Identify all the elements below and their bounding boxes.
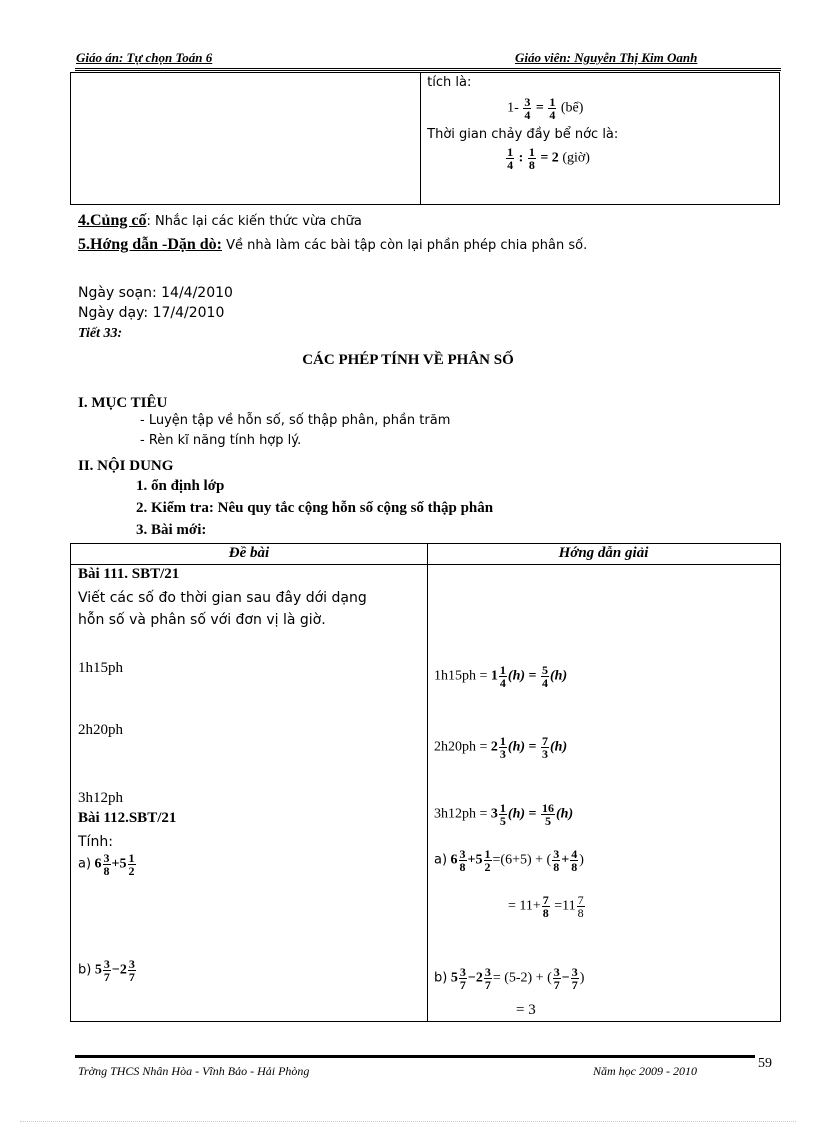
muc-tieu-item-2: - Rèn kĩ năng tính hợp lý. [140, 433, 302, 448]
top-box-right [421, 73, 780, 205]
calc1-prefix: 1- [507, 100, 519, 116]
solution-b-line1: b) 5 $\frac{3}{7}$ −2 $\frac{3}{7}$ = (5-2) + ( $\frac{3}{7}$ − $\frac{3}{7}$ ) [434, 965, 585, 992]
qb-expression: b) 5 $\frac{3}{7}$ −2 $\frac{3}{7}$ [78, 957, 135, 984]
table-divider [427, 544, 428, 1021]
ngay-soan: Ngày soạn: 14/4/2010 [78, 285, 233, 301]
ngay-day: Ngày dạy: 17/4/2010 [78, 305, 225, 321]
calc2-unit: (giờ) [562, 150, 590, 166]
noi-dung-item-2: 2. Kiểm tra: Nêu quy tắc cộng hỗn số cộng số thập phân [136, 500, 494, 516]
solution-b-result: = 3 [516, 1002, 536, 1018]
table-header-rule [71, 564, 780, 565]
section5: 5.Hớng dẫn -Dặn dò: Về nhà làm các bài tập còn lại phần phép chia phân số. [78, 236, 588, 253]
q1: 1h15ph [78, 660, 123, 676]
calc1-frac1: $\frac{3}{4}$ [524, 95, 531, 122]
solution-a-line1: a) 6 $\frac{3}{8}$ +5 $\frac{1}{2}$ =(6+5) + ( $\frac{3}{8}$ + $\frac{4}{8}$ ) [434, 847, 584, 874]
tinh-label: Tính: [78, 834, 113, 850]
col2-header: Hớng dẫn giải [558, 545, 649, 561]
bai111-desc1: Viết các số đo thời gian sau đây dới dạng [78, 590, 367, 606]
top-box [70, 72, 780, 205]
muc-tieu-heading: I. MỤC TIÊU [78, 395, 168, 411]
q2: 2h20ph [78, 722, 123, 738]
noi-dung-heading: II. NỘI DUNG [78, 458, 174, 474]
calc2-frac2: $\frac{1}{8}$ [528, 145, 535, 172]
page-title: CÁC PHÉP TÍNH VỀ PHÂN SỐ [302, 352, 514, 368]
top-line2: Thời gian chảy đầy bể nớc là: [427, 127, 619, 142]
answer-3: 3h12ph = 3 $\frac{1}{5}$ (h) = $\frac{16}{5}$ (h) [434, 801, 574, 828]
section4: 4.Củng cố: Nhắc lại các kiến thức vừa chữa [78, 212, 362, 229]
footer-rule [75, 1055, 755, 1058]
footer-right: Năm học 2009 - 2010 [593, 1064, 697, 1078]
top-calc1: 1- $\frac{3}{4}$ = $\frac{1}{4}$ (bể) [507, 95, 584, 122]
col1-header: Đề bài [228, 545, 270, 561]
bai111-title: Bài 111. SBT/21 [78, 566, 180, 582]
header-left: Giáo án: Tự chọn Toán 6 [76, 50, 213, 65]
answer-2: 2h20ph = 2 $\frac{1}{3}$ (h) = $\frac{7}{3}$ (h) [434, 734, 568, 761]
calc1-unit: (bể) [560, 100, 584, 116]
qa-expression: a) 6 $\frac{3}{8}$ +5 $\frac{1}{2}$ [78, 851, 135, 878]
noi-dung-item-3: 3. Bài mới: [136, 522, 207, 538]
calc2-frac1: $\frac{1}{4}$ [507, 145, 514, 172]
answer-1: 1h15ph = 1 $\frac{1}{4}$ (h) = $\frac{5}{4}$ (h) [434, 663, 568, 690]
top-line1: tích là: [427, 75, 472, 90]
muc-tieu-item-1: - Luyện tập về hỗn số, số thập phân, phần trăm [140, 413, 451, 428]
tiet: Tiết 33: [78, 326, 123, 341]
calc2-result: = 2 [540, 150, 559, 166]
bai112-title: Bài 112.SBT/21 [78, 810, 177, 826]
noi-dung-item-1: 1. ổn định lớp [136, 478, 225, 494]
calc1-frac2: $\frac{1}{4}$ [549, 95, 556, 122]
page-number: 59 [758, 1056, 772, 1071]
footer-left: Trờng THCS Nhân Hòa - Vĩnh Bảo - Hải Phòng [78, 1064, 310, 1078]
top-calc2: $\frac{1}{4}$ : $\frac{1}{8}$ = 2 (giờ) [507, 145, 590, 172]
bai111-desc2: hỗn số và phân số với đơn vị là giờ. [78, 612, 326, 628]
page-bottom-dotted [20, 1121, 796, 1122]
header-right: Giáo viên: Nguyễn Thị Kim Oanh [515, 50, 698, 65]
q3: 3h12ph [78, 790, 123, 806]
header-rule [75, 68, 781, 71]
top-box-left [71, 73, 421, 205]
solution-a-line2: = 11+ $\frac{7}{8}$ =11 $\frac{7}{8}$ [508, 893, 584, 920]
